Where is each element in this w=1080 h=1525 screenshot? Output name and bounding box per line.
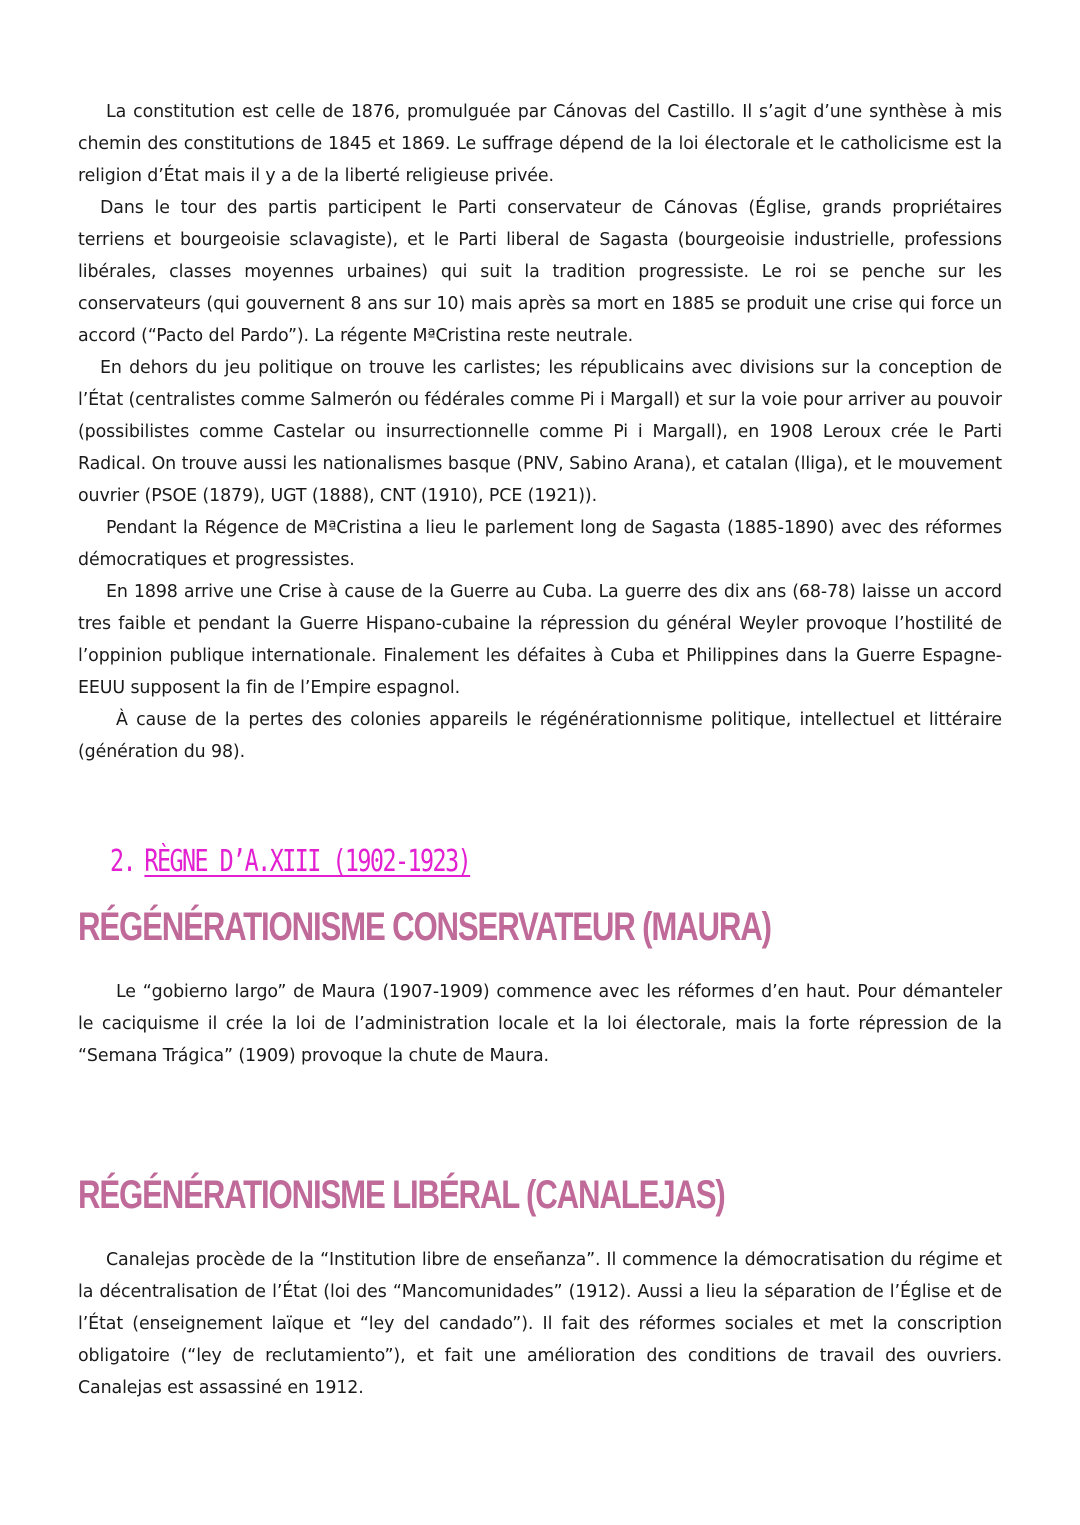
subheading-liberal-regenerationism: RÉGÉNÉRATIONISME LIBÉRAL (CANALEJAS) bbox=[78, 1173, 725, 1217]
paragraph-party-rotation: Dans le tour des partis participent le Parti conservateur de Cánovas (Église, grands propriétaires terriens et bourgeoisie sclavagiste), et le Parti liberal de Sagasta (bourgeoisie industrielle, professions libérales, classes moyennes urbaines) qui suit la tradition progressiste. Le roi se penche sur les conservateurs (qui gouvernent 8 ans sur 10) mais après sa mort en 1885 se produit une crise qui force un accord (“Pacto del Pardo”). La régente MªCristina reste neutrale. bbox=[78, 198, 1002, 346]
paragraph-constitution: La constitution est celle de 1876, promulguée par Cánovas del Castillo. Il s’agit d’une synthèse à mis chemin des constitutions de 1845 et 1869. Le suffrage dépend de la loi électorale et le catholicisme est la religion d’État mais il y a de la liberté religieuse privée. bbox=[78, 102, 1002, 186]
paragraph-maura: Le “gobierno largo” de Maura (1907-1909) commence avec les réformes d’en haut. Pour démanteler le caciquisme il crée la loi de l’administration locale et la loi électorale, mais la forte répression de la “Semana Trágica” (1909) provoque la chute de Maura. bbox=[78, 982, 1002, 1066]
paragraph-crisis-1898: En 1898 arrive une Crise à cause de la Guerre au Cuba. La guerre des dix ans (68-78) laisse un accord tres faible et pendant la Guerre Hispano-cubaine la répression du général Weyler provoque l’hostilité de l’oppinion publique internationale. Finalement les défaites à Cuba et Philippines dans la Guerre Espagne-EEUU supposent la fin de l’Empire espagnol. bbox=[78, 582, 1002, 698]
section-heading-reign-alfonso-xiii bbox=[110, 840, 806, 884]
section-number: 2. bbox=[110, 844, 136, 879]
paragraph-regenerationism: À cause de la pertes des colonies appareils le régénérationnisme politique, intellectuel et littéraire (génération du 98). bbox=[78, 710, 1002, 762]
document-page bbox=[78, 96, 1002, 1404]
paragraph-outside-politics: En dehors du jeu politique on trouve les carlistes; les républicains avec divisions sur la conception de l’État (centralistes comme Salmerón ou fédérales comme Pi i Margall) et sur la voie pour arriver au pouvoir (possibilistes comme Castelar ou insurrectionnelle comme Pi i Margall), en 1908 Leroux crée le Parti Radical. On trouve aussi les nationalismes basque (PNV, Sabino Arana), et catalan (lliga), et le mouvement ouvrier (PSOE (1879), UGT (1888), CNT (1910), PCE (1921)). bbox=[78, 358, 1002, 506]
paragraph-regency: Pendant la Régence de MªCristina a lieu le parlement long de Sagasta (1885-1890) avec des réformes démocratiques et progressistes. bbox=[78, 518, 1002, 570]
section-title: RÈGNE D’A.XIII (1902-1923) bbox=[144, 844, 471, 879]
subheading-conservative-regenerationism: RÉGÉNÉRATIONISME CONSERVATEUR (MAURA) bbox=[78, 905, 771, 949]
paragraph-canalejas: Canalejas procède de la “Institution libre de enseñanza”. Il commence la démocratisation du régime et la décentralisation de l’État (loi des “Mancomunidades” (1912). Aussi a lieu la séparation de l’Église et de l’État (enseignement laïque et “ley del candado”). Il fait des réformes sociales et met la conscription obligatoire (“ley de reclutamiento”), et fait une amélioration des conditions de travail des ouvriers. Canalejas est assassiné en 1912. bbox=[78, 1250, 1002, 1398]
